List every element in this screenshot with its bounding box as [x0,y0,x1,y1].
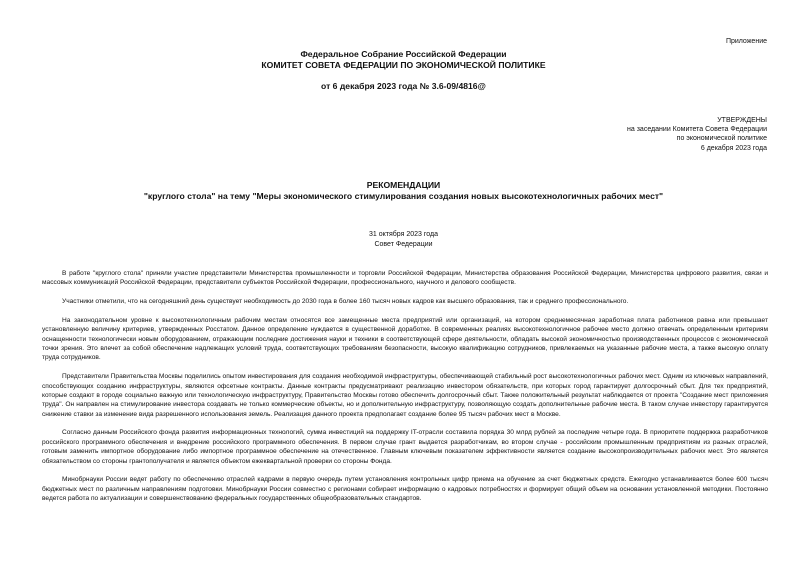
document-reference: от 6 декабря 2023 года № 3.6-09/4816@ [321,81,486,91]
recommendations-title: РЕКОМЕНДАЦИИ [366,180,441,190]
approval-block [627,116,767,153]
approved-title: УТВЕРЖДЕНЫ [717,117,767,124]
approved-line-2: по экономической политике [676,135,767,143]
event-meta [0,230,807,249]
paragraph: Согласно данным Российского фонда развития информационных технологий, сумма инвестиций на поддержку IT-отрасли составила порядка 30 млрд рублей за последние четыре года. В приоритете поддержка разработчиков российского программного обеспечения и внедрение российского программного обеспечения. В первом случае грант выдается разработчикам, во втором случае - российским промышленным предприятиям из разных отраслей, готовым заменить импортное оборудование либо импортное программное обеспечение на отечественное. Главным ключевым показателем эффективности является создание высокопроизводительных рабочих мест. Это является обязательством со стороны грантополучателя и является объектом ежеквартальной проверки со стороны Фонда. [42,429,768,465]
committee-title: КОМИТЕТ СОВЕТА ФЕДЕРАЦИИ ПО ЭКОНОМИЧЕСКОЙ ПОЛИТИКЕ [261,60,546,70]
recommendations-subtitle: "круглого стола" на тему "Меры экономического стимулирования создания новых высокотехнологичных рабочих мест" [143,191,664,201]
paragraph: Участники отметили, что на сегодняшний день существует необходимость до 2030 года в более 160 тысяч новых кадров как высшего образования, так и среднего профессионального. [62,298,629,306]
event-place: Совет Федерации [374,240,433,248]
paragraph: Минобрнауки России ведет работу по обеспечению отраслей кадрами в первую очередь путем установления контрольных цифр приема на обучение за счет бюджетных средств. Ежегодно устанавливается более 600 тысяч бюджетных мест по различным направлениям подготовки. Минобрнауки России совместно с регионами собирает информацию о кадровых потребностях и формирует общий объем на основании установленной методики. Постоянно ведется работа по актуализации и совершенствованию федеральных государственных общеобразовательных стандартов. [42,476,768,503]
approved-date: 6 декабря 2023 года [700,144,767,152]
document-body [42,269,768,513]
paragraph: В работе "круглого стола" приняли участие представители Министерства промышленности и торговли Российской Федерации, Министерства образования Российской Федерации, Министерства цифрового развития, связи и массовых коммуникаций Российской Федерации, представители субъектов Российской Федерации, профессионального, научного и делового сообществ. [42,270,768,287]
federal-assembly-title: Федеральное Собрание Российской Федерации [300,49,507,59]
paragraph: Представители Правительства Москвы поделились опытом инвестирования для создания необходимой инфраструктуры, обеспечивающей стабильный рост высокотехнологичных рабочих мест. Одним из ключевых направлений, способствующих созданию инфраструктуры, являются офсетные контракты. Данные контракты предусматривают реализацию инвестором обязательств, при которых город гарантирует долгосрочный сбыт. Для тех предприятий, которые создают в городе социально важную или технологическую инфраструктуру, Правительство Москвы готово обеспечить долгосрочный сбыт. Также положительный результат наблюдается от проекта "Создание мест приложения труда". Он направлен на стимулирование инвестора создавать не только коммерческие объекты, но и дополнительную инфраструктуру, позволяющую создать дополнительные рабочие места. В таком случае инвестору гарантируется снижение ставки за изменение вида разрешенного использования земель. Реализация данного проекта предполагает создание более 95 тысяч рабочих мест в Москве. [42,373,768,418]
approved-line-1: на заседании Комитета Совета Федерации [627,126,767,134]
event-date: 31 октября 2023 года [369,231,438,238]
paragraph: На законодательном уровне к высокотехнологичным рабочим местам относятся все замещенные места предприятий или организаций, на котором среднемесячная заработная плата работников равна или превышает установленную величину критериев, утвержденных Росстатом. Данное определение нуждается в существенной доработке. В современных реалиях высокотехнологичное рабочее место должно отвечать определенным критериям оснащенности технологически новым оборудованием, отражающим последние достижения науки и техники в соответствующей сфере деятельности, обладать высокой экономичностью производственных процессов с экономической точки зрения. Это влечет за собой обеспечение надлежащих условий труда, соответствующих требованиям безопасности, высокую квалификацию сотрудников, привлекаемых на указанные рабочие места, а также высокую оплату труда сотрудников. [42,316,768,362]
appendix-label: Приложение [725,38,767,45]
recommendations-heading [0,180,807,202]
